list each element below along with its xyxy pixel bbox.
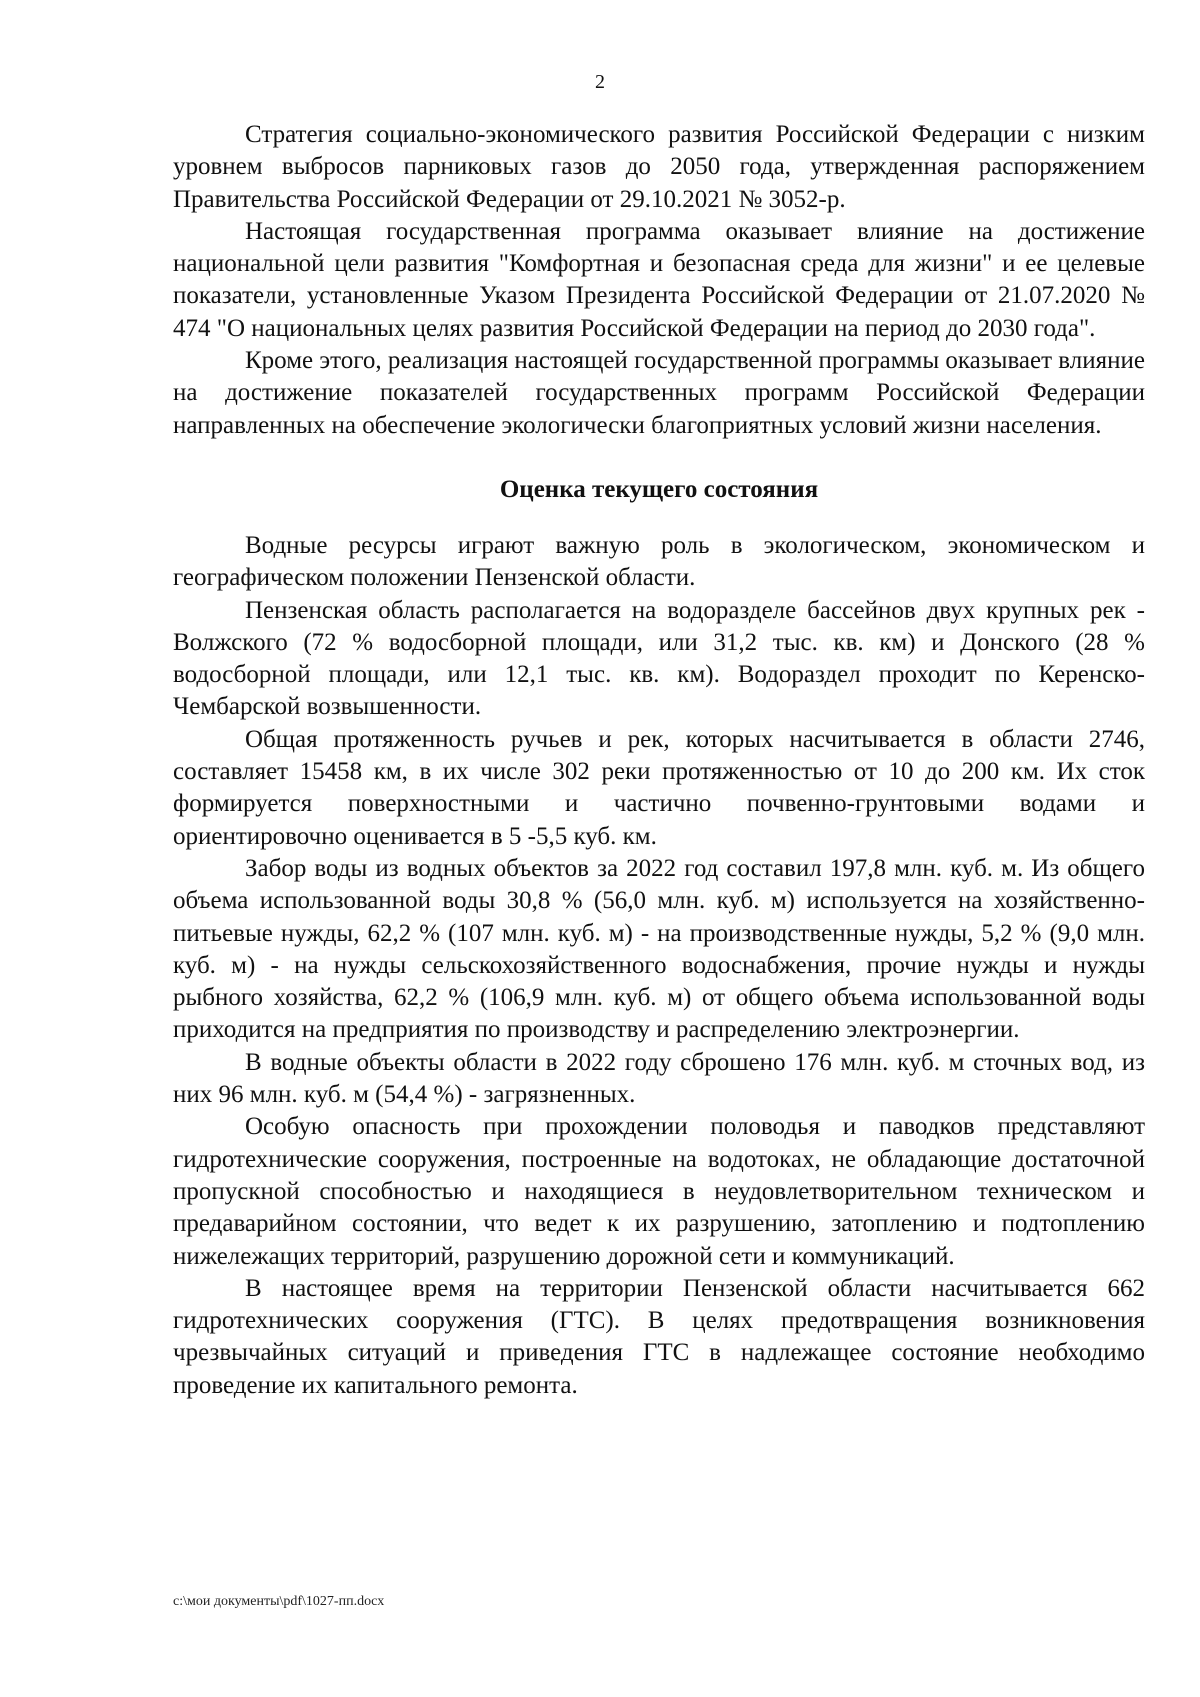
paragraph-rivers-length: Общая протяженность ручьев и рек, которых насчитывается в области 2746, составляет 15458 км, в их числе 302 реки протяженностью от 10 до 200 км. Их сток формируется поверхностными и частично почвенно-грунтовыми водами и ориентировочно оценивается в 5 -5,5 куб. км. xyxy=(173,725,1145,850)
page-number: 2 xyxy=(595,71,605,93)
paragraph-wastewater: В водные объекты области в 2022 году сброшено 176 млн. куб. м сточных вод, из них 96 млн. куб. м (54,4 %) - загрязненных. xyxy=(173,1048,1145,1109)
paragraph-hydro-structures: В настоящее время на территории Пензенской области насчитывается 662 гидротехнических сооружения (ГТС). В целях предотвращения возникновения чрезвычайных ситуаций и приведения ГТС в надлежащее состояние необходимо проведение их капитального ремонта. xyxy=(173,1274,1145,1399)
paragraph-water-intake: Забор воды из водных объектов за 2022 год составил 197,8 млн. куб. м. Из общего объема использованной воды 30,8 % (56,0 млн. куб. м) используется на хозяйственно-питьевые нужды, 62,2 % (107 млн. куб. м) - на производственные нужды, 5,2 % (9,0 млн. куб. м) - на нужды сельскохозяйственного водоснабжения, прочие нужды и нужды рыбного хозяйства, 62,2 % (106,9 млн. куб. м) от общего объема использованной воды приходится на предприятия по производству и распределению электроэнергии. xyxy=(173,854,1145,1044)
paragraph-water-resources: Водные ресурсы играют важную роль в экологическом, экономическом и географическом положении Пензенской области. xyxy=(173,531,1145,592)
paragraph-watershed: Пензенская область располагается на водоразделе бассейнов двух крупных рек - Волжского (72 % водосборной площади, или 31,2 тыс. кв. км) и Донского (28 % водосборной площади, или 12,1 тыс. кв. км). Водораздел проходит по Керенско-Чембарской возвышенности. xyxy=(173,596,1145,721)
footer-file-path: c:\мои документы\pdf\1027-пп.docx xyxy=(173,1594,385,1609)
paragraph-state-programs: Кроме этого, реализация настоящей государственной программы оказывает влияние на достижение показателей государственных программ Российской Федерации направленных на обеспечение экологически благоприятных условий жизни населения. xyxy=(173,347,1145,439)
paragraph-strategy: Стратегия социально-экономического развития Российской Федерации с низким уровнем выбросов парниковых газов до 2050 года, утвержденная распоряжением Правительства Российской Федерации от 29.10.2021 № 3052-р. xyxy=(173,121,1145,213)
section-heading: Оценка текущего состояния xyxy=(499,475,819,503)
paragraph-national-goal: Настоящая государственная программа оказывает влияние на достижение национальной цели развития "Комфортная и безопасная среда для жизни" и ее целевые показатели, установленные Указом Президента Российской Федерации от 21.07.2020 № 474 "О национальных целях развития Российской Федерации на период до 2030 года". xyxy=(173,217,1145,342)
document-body xyxy=(173,119,1145,1402)
paragraph-flood-danger: Особую опасность при прохождении половодья и паводков представляют гидротехнические сооружения, построенные на водотоках, не обладающие достаточной пропускной способностью и находящиеся в неудовлетворительном техническом и предаварийном состоянии, что ведет к их разрушению, затоплению и подтоплению нижележащих территорий, разрушению дорожной сети и коммуникаций. xyxy=(173,1113,1145,1270)
